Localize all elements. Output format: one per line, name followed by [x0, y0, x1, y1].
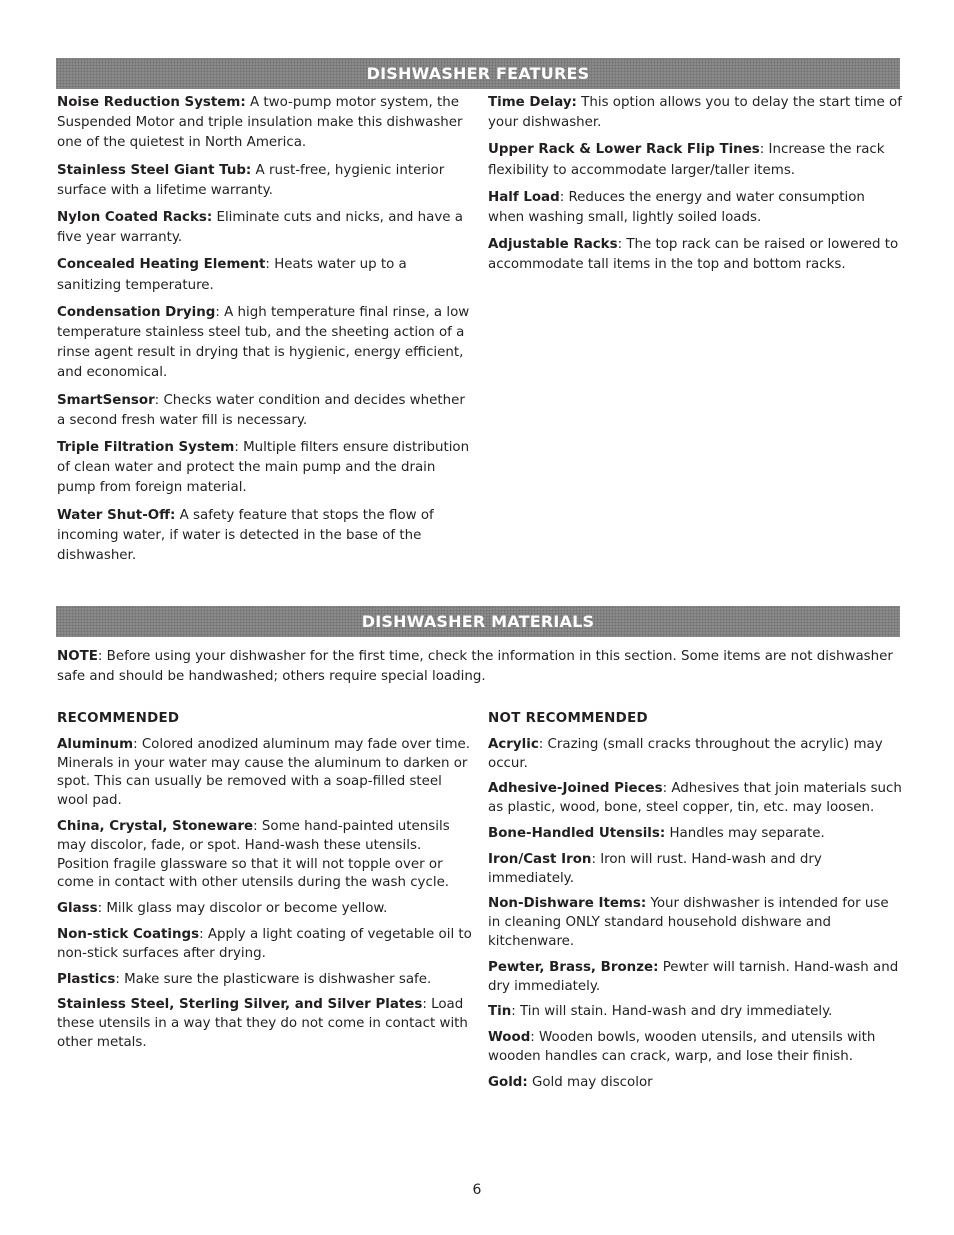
recommended-column	[57, 710, 475, 1060]
material-item: Aluminum: Colored anodized aluminum may fade over time. Minerals in your water may cause the aluminum to darken or spot. This can usually be removed with a soap-filled steel wool pad.	[57, 736, 471, 809]
material-item: Non-Dishware Items: Your dishwasher is intended for use in cleaning ONLY standard household dishware and kitchenware.	[488, 896, 889, 949]
feature-item: SmartSensor: Checks water condition and decides whether a second fresh water fill is necessary.	[57, 392, 465, 428]
material-item: Adhesive-Joined Pieces: Adhesives that join materials such as plastic, wood, bone, steel copper, tin, etc. may loosen.	[488, 781, 902, 816]
material-item: Stainless Steel, Sterling Silver, and Silver Plates: Load these utensils in a way that they do not come in contact with other metals.	[57, 997, 468, 1050]
materials-note	[57, 647, 905, 694]
recommended-heading: RECOMMENDED	[57, 711, 180, 726]
features-left-column	[57, 93, 475, 573]
material-item: China, Crystal, Stoneware: Some hand-painted utensils may discolor, fade, or spot. Hand-wash these utensils. Position fragile glassware so that it will not topple over or come in contact with other utensils during the wash cycle.	[57, 818, 450, 891]
feature-item: Water Shut-Off: A safety feature that stops the flow of incoming water, if water is detected in the base of the dishwasher.	[57, 507, 434, 564]
feature-item: Nylon Coated Racks: Eliminate cuts and nicks, and have a five year warranty.	[57, 210, 463, 246]
material-item: Acrylic: Crazing (small cracks throughout the acrylic) may occur.	[488, 736, 883, 771]
not-recommended-column	[488, 710, 904, 1100]
material-item: Wood: Wooden bowls, wooden utensils, and utensils with wooden handles can crack, warp, and lose their finish.	[488, 1030, 876, 1064]
material-item: Plastics: Make sure the plasticware is dishwasher safe.	[57, 971, 432, 987]
feature-item: Stainless Steel Giant Tub: A rust-free, hygienic interior surface with a lifetime warranty.	[57, 162, 445, 198]
materials-banner	[56, 606, 900, 637]
feature-item: Concealed Heating Element: Heats water up to a sanitizing temperature.	[57, 257, 407, 293]
material-item: Gold: Gold may discolor	[488, 1074, 653, 1090]
page-number: 6	[472, 1182, 482, 1198]
features-banner	[56, 58, 900, 89]
feature-item: Upper Rack & Lower Rack Flip Tines: Increase the rack flexibility to accommodate larger/taller items.	[488, 142, 885, 178]
note-paragraph: NOTE: Before using your dishwasher for the first time, check the information in this section. Some items are not dishwasher safe and should be handwashed; others require special loading.	[57, 649, 893, 685]
not-recommended-heading: NOT RECOMMENDED	[488, 711, 648, 726]
feature-item: Condensation Drying: A high temperature final rinse, a low temperature stainless steel tub, and the sheeting action of a rinse agent result in drying that is hygienic, energy efficient, and economical.	[57, 304, 470, 381]
material-item: Pewter, Brass, Bronze: Pewter will tarnish. Hand-wash and dry immediately.	[488, 959, 899, 994]
features-right-column	[488, 93, 904, 283]
material-item: Iron/Cast Iron: Iron will rust. Hand-wash and dry immediately.	[488, 851, 822, 886]
material-item: Non-stick Coatings: Apply a light coating of vegetable oil to non-stick surfaces after drying.	[57, 926, 472, 961]
feature-item: Triple Filtration System: Multiple filters ensure distribution of clean water and protect the main pump and the drain pump from foreign material.	[57, 440, 470, 496]
material-item: Bone-Handled Utensils: Handles may separate.	[488, 825, 825, 841]
feature-item: Adjustable Racks: The top rack can be raised or lowered to accommodate tall items in the top and bottom racks.	[488, 237, 899, 273]
feature-item: Half Load: Reduces the energy and water consumption when washing small, lightly soiled loads.	[488, 189, 865, 226]
material-item: Tin: Tin will stain. Hand-wash and dry immediately.	[488, 1004, 833, 1020]
feature-item: Noise Reduction System: A two-pump motor system, the Suspended Motor and triple insulation make this dishwasher one of the quietest in North America.	[57, 95, 463, 151]
features-title: DISHWASHER FEATURES	[366, 64, 590, 83]
material-item: Glass: Milk glass may discolor or become yellow.	[57, 901, 388, 917]
materials-title: DISHWASHER MATERIALS	[361, 612, 595, 631]
feature-item: Time Delay: This option allows you to delay the start time of your dishwasher.	[488, 95, 902, 131]
